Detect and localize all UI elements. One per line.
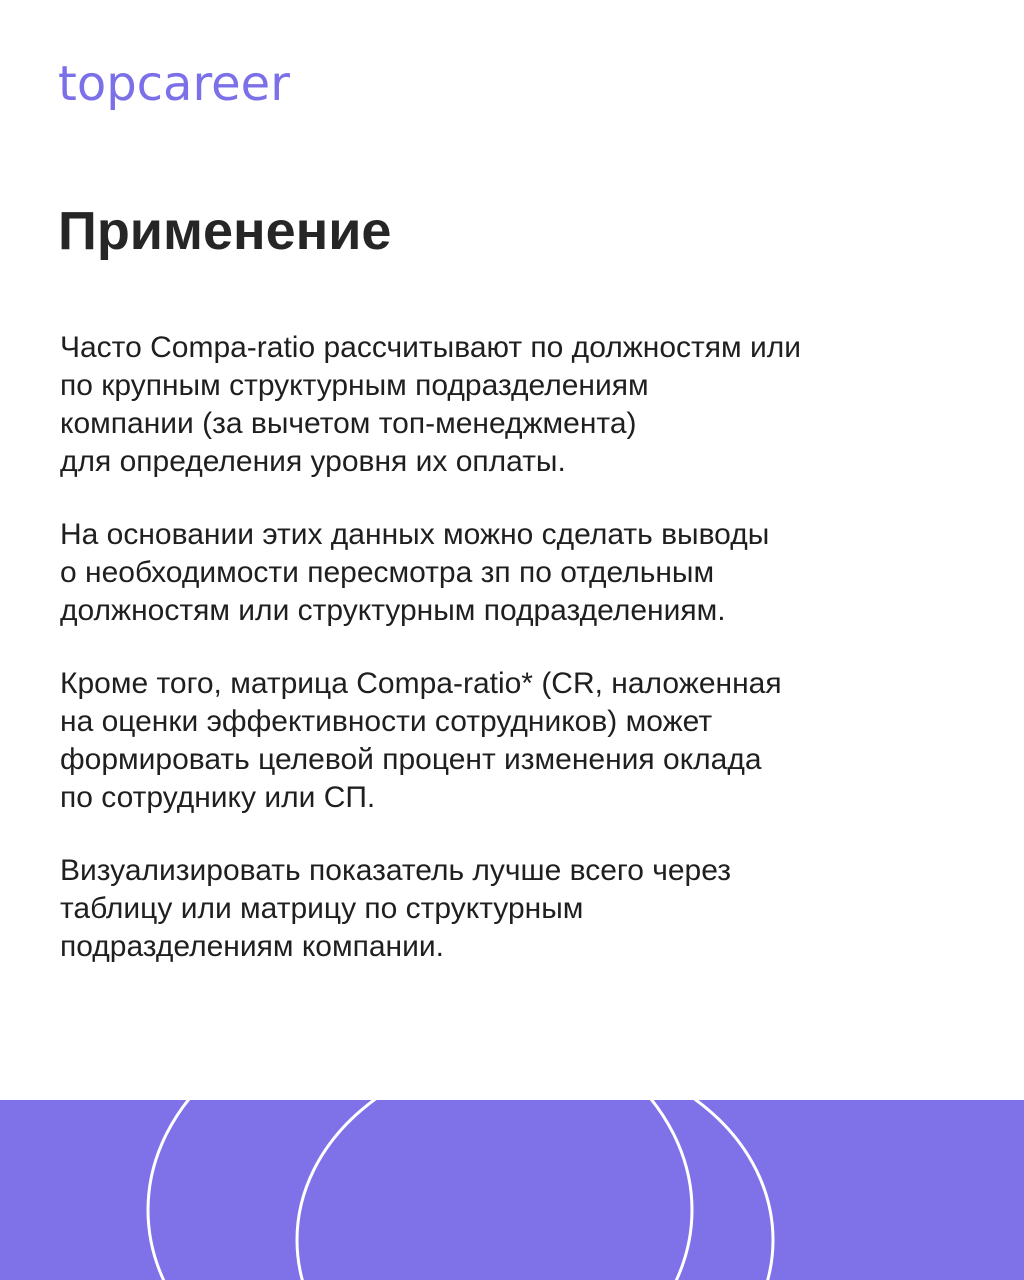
text-line: должностям или структурным подразделениям.: [60, 594, 726, 627]
text-line: Кроме того, матрица Compa-ratio* (CR, наложенная: [60, 667, 782, 700]
body-text: [60, 329, 960, 1001]
brand-logo: topcareer: [58, 56, 290, 112]
text-line: Часто Compa-ratio рассчитывают по должностям или: [60, 331, 802, 364]
paragraph-4: [60, 852, 960, 966]
text-line: формировать целевой процент изменения оклада: [60, 743, 762, 776]
text-line: Визуализировать показатель лучше всего через: [60, 854, 732, 887]
paragraph-1: [60, 329, 960, 481]
paragraph-2: [60, 516, 960, 630]
page-title: Применение: [58, 201, 392, 261]
text-line: На основании этих данных можно сделать выводы: [60, 518, 770, 551]
decorative-arcs: [0, 1100, 1024, 1280]
text-line: таблицу или матрицу по структурным: [60, 892, 584, 925]
footer-band: [0, 1100, 1024, 1280]
text-line: для определения уровня их оплаты.: [60, 445, 566, 478]
text-line: подразделениям компании.: [60, 930, 444, 963]
text-line: о необходимости пересмотра зп по отдельным: [60, 556, 715, 589]
paragraph-3: [60, 665, 960, 817]
text-line: на оценки эффективности сотрудников) может: [60, 705, 713, 738]
text-line: по сотруднику или СП.: [60, 781, 376, 814]
text-line: компании (за вычетом топ-менеджмента): [60, 407, 637, 440]
text-line: по крупным структурным подразделениям: [60, 369, 649, 402]
